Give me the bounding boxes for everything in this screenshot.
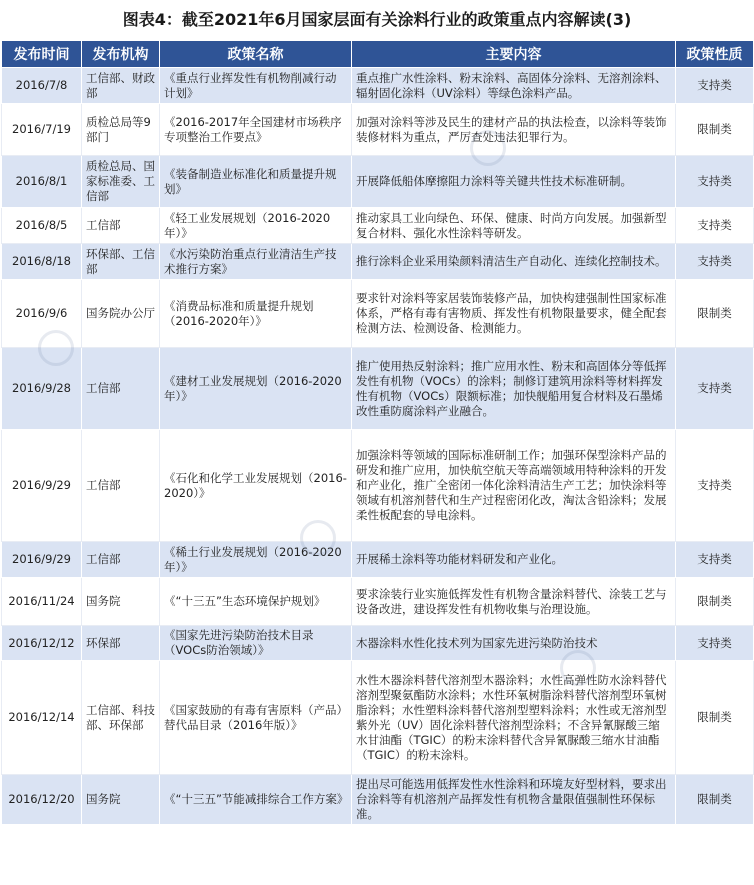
cell-content: 推动家具工业向绿色、环保、健康、时尚方向发展。加强新型复合材料、强化水性涂料等研发。: [352, 208, 676, 244]
table-row: [2, 661, 754, 775]
cell-policy-name: 《国家鼓励的有毒有害原料（产品）替代品目录（2016年版）》: [160, 661, 352, 775]
header-row: [2, 41, 754, 68]
cell-policy-name: 《国家先进污染防治技术目录（VOCs防治领域）》: [160, 626, 352, 661]
cell-type: 支持类: [676, 156, 754, 208]
cell-date: 2016/12/14: [2, 661, 82, 775]
cell-policy-name: 《石化和化学工业发展规划（2016-2020）》: [160, 430, 352, 542]
cell-date: 2016/9/6: [2, 280, 82, 348]
cell-type: 支持类: [676, 208, 754, 244]
header-content: 主要内容: [352, 41, 676, 68]
cell-date: 2016/7/19: [2, 104, 82, 156]
cell-org: 国务院: [82, 578, 160, 626]
cell-policy-name: 《装备制造业标准化和质量提升规划》: [160, 156, 352, 208]
cell-content: 开展稀土涂料等功能材料研发和产业化。: [352, 542, 676, 578]
cell-date: 2016/12/20: [2, 775, 82, 825]
cell-date: 2016/9/28: [2, 348, 82, 430]
cell-type: 支持类: [676, 626, 754, 661]
cell-content: 推行涂料企业采用染颜料清洁生产自动化、连续化控制技术。: [352, 244, 676, 280]
table-row: [2, 542, 754, 578]
table-row: [2, 775, 754, 825]
cell-date: 2016/7/8: [2, 68, 82, 104]
table-row: [2, 68, 754, 104]
cell-type: 限制类: [676, 661, 754, 775]
cell-content: 开展降低船体摩擦阻力涂料等关键共性技术标准研制。: [352, 156, 676, 208]
cell-org: 质检总局等9部门: [82, 104, 160, 156]
cell-type: 支持类: [676, 348, 754, 430]
cell-policy-name: 《建材工业发展规划（2016-2020年）》: [160, 348, 352, 430]
cell-type: 限制类: [676, 775, 754, 825]
cell-policy-name: 《重点行业挥发性有机物削减行动计划》: [160, 68, 352, 104]
cell-type: 支持类: [676, 430, 754, 542]
table-row: [2, 578, 754, 626]
cell-org: 工信部: [82, 348, 160, 430]
cell-org: 环保部: [82, 626, 160, 661]
cell-org: 质检总局、国家标准委、工信部: [82, 156, 160, 208]
cell-content: 水性木器涂料替代溶剂型木器涂料；水性高弹性防水涂料替代溶剂型聚氨酯防水涂料；水性环氧树脂涂料替代溶剂型环氧树脂涂料；水性塑料涂料替代溶剂型塑料涂料；水性或无溶剂型紫外光（UV）固化涂料替代溶剂型涂料；不含异氰脲酸三缩水甘油酯（TGIC）的粉末涂料替代含异氰脲酸三缩水甘油酯（TGIC）的粉末涂料。: [352, 661, 676, 775]
table-title: 图表4：截至2021年6月国家层面有关涂料行业的政策重点内容解读(3): [122, 10, 632, 29]
cell-content: 木器涂料水性化技术列为国家先进污染防治技术: [352, 626, 676, 661]
cell-org: 工信部、财政部: [82, 68, 160, 104]
cell-org: 国务院: [82, 775, 160, 825]
header-org: 发布机构: [82, 41, 160, 68]
table-row: [2, 156, 754, 208]
cell-content: 加强涂料等领域的国际标准研制工作；加强环保型涂料产品的研发和推广应用，加快航空航天等高端领域用特种涂料的开发和产业化，推广全密闭一体化涂料清洁生产工艺；加快涂料等领域有机溶剂替代和生产过程密闭化改，淘汰含铅涂料；发展柔性板配套的导电涂料。: [352, 430, 676, 542]
cell-content: 要求针对涂料等家居装饰装修产品，加快构建强制性国家标准体系，严格有毒有害物质、挥发性有机物限量要求，健全配套检测方法、检测设备、检测能力。: [352, 280, 676, 348]
cell-type: 限制类: [676, 578, 754, 626]
cell-date: 2016/8/18: [2, 244, 82, 280]
cell-type: 限制类: [676, 280, 754, 348]
cell-policy-name: 《“十三五”节能减排综合工作方案》: [160, 775, 352, 825]
cell-org: 工信部、科技部、环保部: [82, 661, 160, 775]
table-row: [2, 104, 754, 156]
cell-content: 重点推广水性涂料、粉末涂料、高固体分涂料、无溶剂涂料、辐射固化涂料（UV涂料）等绿色涂料产品。: [352, 68, 676, 104]
cell-content: 要求涂装行业实施低挥发性有机物含量涂料替代、涂装工艺与设备改进，建设挥发性有机物收集与治理设施。: [352, 578, 676, 626]
cell-policy-name: 《2016-2017年全国建材市场秩序专项整治工作要点》: [160, 104, 352, 156]
table-body: [2, 68, 754, 825]
cell-policy-name: 《稀土行业发展规划（2016-2020年）》: [160, 542, 352, 578]
header-policy-name: 政策名称: [160, 41, 352, 68]
cell-date: 2016/12/12: [2, 626, 82, 661]
cell-type: 支持类: [676, 68, 754, 104]
table-row: [2, 208, 754, 244]
cell-date: 2016/9/29: [2, 542, 82, 578]
cell-date: 2016/8/1: [2, 156, 82, 208]
cell-policy-name: 《消费品标准和质量提升规划（2016-2020年）》: [160, 280, 352, 348]
cell-type: 限制类: [676, 104, 754, 156]
header-date: 发布时间: [2, 41, 82, 68]
cell-org: 环保部、工信部: [82, 244, 160, 280]
cell-date: 2016/9/29: [2, 430, 82, 542]
cell-policy-name: 《“十三五”生态环境保护规划》: [160, 578, 352, 626]
cell-date: 2016/8/5: [2, 208, 82, 244]
table-row: [2, 280, 754, 348]
cell-content: 提出尽可能选用低挥发性水性涂料和环境友好型材料，要求出台涂料等有机溶剂产品挥发性有机物含量限值强制性环保标准。: [352, 775, 676, 825]
cell-date: 2016/11/24: [2, 578, 82, 626]
cell-org: 工信部: [82, 208, 160, 244]
table-row: [2, 430, 754, 542]
cell-org: 国务院办公厅: [82, 280, 160, 348]
cell-type: 支持类: [676, 542, 754, 578]
cell-policy-name: 《水污染防治重点行业清洁生产技术推行方案》: [160, 244, 352, 280]
cell-content: 推广使用热反射涂料；推广应用水性、粉末和高固体分等低挥发性有机物（VOCs）的涂料；制修订建筑用涂料等材料挥发性有机物（VOCs）限额标准；加快舰船用复合材料及石墨烯改性重防腐涂料产业融合。: [352, 348, 676, 430]
cell-policy-name: 《轻工业发展规划（2016-2020年）》: [160, 208, 352, 244]
cell-type: 支持类: [676, 244, 754, 280]
header-type: 政策性质: [676, 41, 754, 68]
table-row: [2, 626, 754, 661]
policy-table: [1, 40, 754, 825]
cell-content: 加强对涂料等涉及民生的建材产品的执法检查，以涂料等装饰装修材料为重点，严厉查处违法犯罪行为。: [352, 104, 676, 156]
cell-org: 工信部: [82, 430, 160, 542]
cell-org: 工信部: [82, 542, 160, 578]
table-row: [2, 244, 754, 280]
table-row: [2, 348, 754, 430]
